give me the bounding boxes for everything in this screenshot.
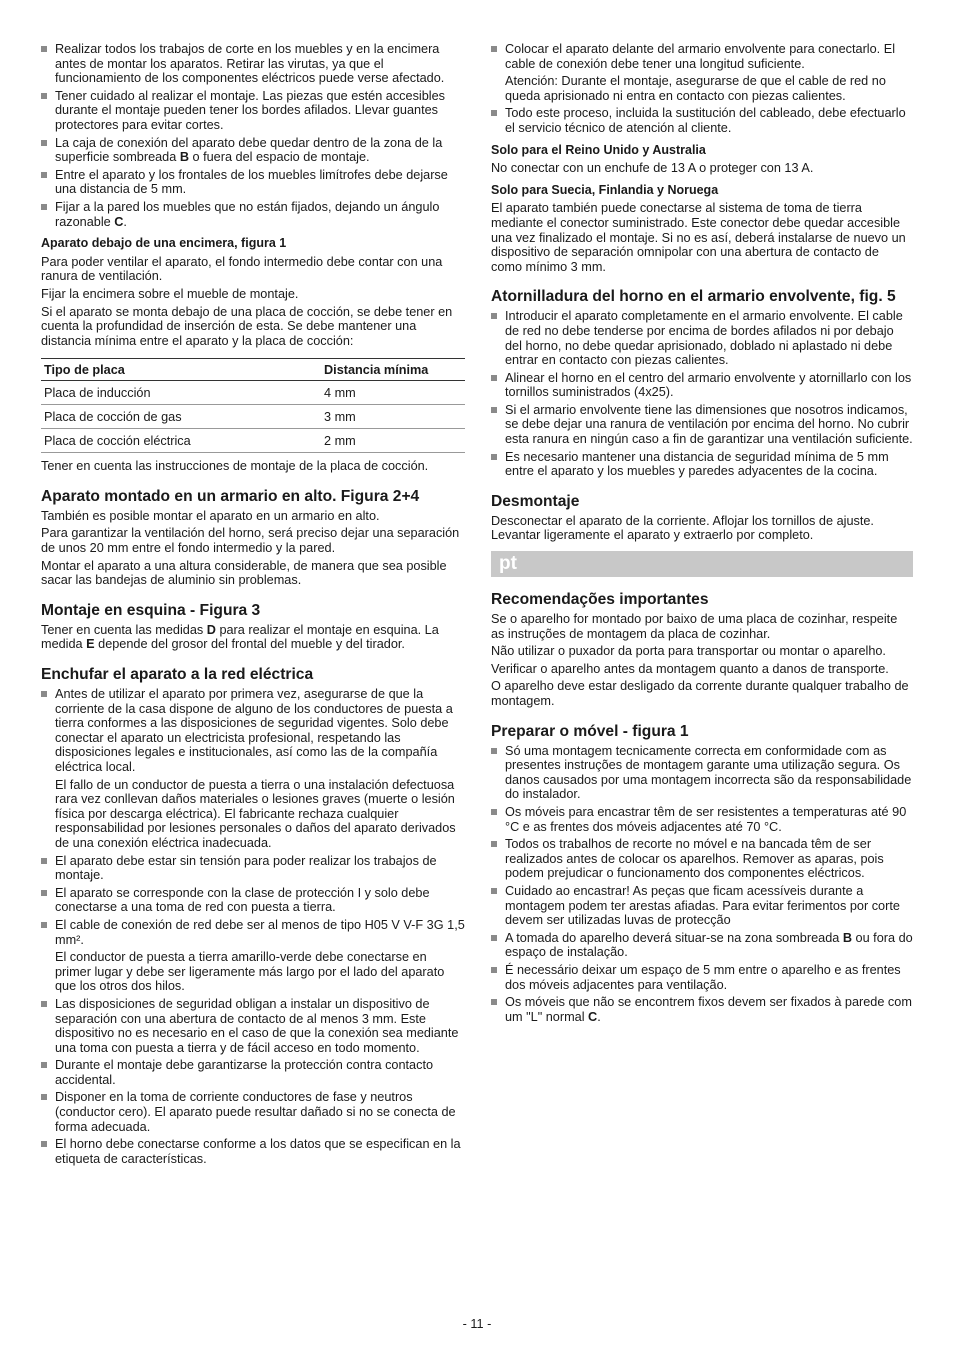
paragraph: El aparato también puede conectarse al sistema de toma de tierra mediante el conector suministrado. Este conector debe quedar accesible una vez finalizado el montaje. Si no es así, deberá instalarse de nuevo un dispositivo de separación omnipolar con una abertura de contacto de como mínimo 3 mm.	[491, 201, 906, 274]
bullet-square-icon	[491, 110, 497, 116]
list-item: Colocar el aparato delante del armario envolvente para conectarlo. El cable de conexión debe tener una longitud suficiente. Atención: Durante el montaje, asegurarse de que el cable de red no queda aprisionado ni entra en contacto con piezas calientes.	[491, 42, 913, 103]
bullet-square-icon	[41, 922, 47, 928]
list-item: Si el armario envolvente tiene las dimensiones que nosotros indicamos, se debe dejar una ranura de ventilación por encima del horno. No cubrir esta ranura en ningún caso a fin de garantizar una ventilación suficiente.	[491, 403, 913, 447]
paragraph: Verificar o aparelho antes da montagem quanto a danos de transporte.	[491, 661, 889, 676]
paragraph: Tener en cuenta las medidas D para realizar el montaje en esquina. La medida E depende del grosor del frontal del mueble y del tirador.	[41, 622, 439, 652]
bullet-square-icon	[41, 858, 47, 864]
bullet-square-icon	[491, 888, 497, 894]
list-item: Só uma montagem tecnicamente correcta em conformidade com as presentes instruções de montagem garante uma utilização segura. Os danos causados por uma montagem incorrecta são da responsabilidade do instalador.	[491, 744, 913, 802]
section-heading: Solo para el Reino Unido y Australia	[491, 142, 706, 157]
list-item: Fijar a la pared los muebles que no están fijados, dejando un ángulo razonable C.	[41, 200, 465, 229]
list-item: É necessário deixar um espaço de 5 mm entre o aparelho e as frentes dos móveis adjacentes para ventilação.	[491, 963, 913, 992]
table-cell: 3 mm	[321, 405, 465, 429]
section-heading: Atornilladura del horno en el armario envolvente, fig. 5	[491, 288, 896, 306]
table-header-row	[41, 359, 465, 381]
bullet-square-icon	[491, 46, 497, 52]
table-cell: Placa de inducción	[41, 381, 321, 405]
list-item: Os móveis que não se encontrem fixos devem ser fixados à parede com um "L" normal C.	[491, 995, 913, 1024]
section-heading: Montaje en esquina - Figura 3	[41, 601, 261, 619]
section-heading: Solo para Suecia, Finlandia y Noruega	[491, 182, 719, 197]
list-item: Alinear el horno en el centro del armario envolvente y atornillarlo con los tornillos suministrados (4x25).	[491, 371, 913, 400]
bullet-square-icon	[491, 935, 497, 941]
section-heading: Enchufar el aparato a la red eléctrica	[41, 666, 314, 684]
table-row	[41, 429, 465, 453]
bullet-square-icon	[41, 1001, 47, 1007]
page-number: - 11 -	[462, 1317, 492, 1331]
paragraph: No conectar con un enchufe de 13 A o proteger con 13 A.	[491, 161, 814, 176]
list-item: Todo este proceso, incluida la sustitución del cableado, debe efectuarlo el servicio técnico de atención al cliente.	[491, 106, 913, 135]
paragraph: O aparelho deve estar desligado da corrente durante qualquer trabalho de montagem.	[491, 679, 909, 708]
table-cell: Placa de cocción de gas	[41, 405, 321, 429]
table-row	[41, 381, 465, 405]
paragraph: Desconectar el aparato de la corriente. Aflojar los tornillos de ajuste. Levantar ligeramente el aparato y extraerlo por completo.	[491, 513, 874, 543]
list-item: El horno debe conectarse conforme a los datos que se especifican en la etiqueta de características.	[41, 1137, 465, 1166]
section-heading: Recomendações importantes	[491, 591, 709, 609]
cooktop-distance-table	[41, 358, 465, 453]
list-item: Cuidado ao encastrar! As peças que ficam acessíveis durante a montagem podem ter arestas afiadas. Para evitar ferimentos por corte devem ser utilizadas luvas de protecção	[491, 884, 913, 928]
list-item: Durante el montaje debe garantizarse la protección contra contacto accidental.	[41, 1058, 465, 1087]
paragraph: Para garantizar la ventilación del horno, será preciso dejar una separación de unos 20 mm entre el fondo intermedio y la pared.	[41, 526, 460, 556]
list-item: Las disposiciones de seguridad obligan a instalar un dispositivo de separación con una abertura de contacto de al menos 3 mm. Este dispositivo no es necesario en el caso de que la conexión sea mediante una toma con puesta a tierra y de fácil acceso en todo momento.	[41, 997, 465, 1055]
bullet-square-icon	[41, 1141, 47, 1147]
left-column	[41, 42, 465, 1169]
paragraph: Fijar la encimera sobre el mueble de montaje.	[41, 286, 299, 301]
paragraph: Tener en cuenta las instrucciones de montaje de la placa de cocción.	[41, 459, 429, 474]
section-heading: Desmontaje	[491, 492, 580, 510]
paragraph: Não utilizar o puxador da porta para transportar ou montar o aparelho.	[491, 644, 886, 659]
table-row	[41, 405, 465, 429]
bullet-square-icon	[41, 46, 47, 52]
bullet-square-icon	[41, 93, 47, 99]
bullet-square-icon	[491, 407, 497, 413]
list-item: Es necesario mantener una distancia de seguridad mínima de 5 mm entre el aparato y los muebles y paredes adyacentes de la cocina.	[491, 450, 913, 479]
bullet-square-icon	[41, 890, 47, 896]
list-item: Os móveis para encastrar têm de ser resistentes a temperaturas até 90 °C e as frentes dos móveis adjacentes até 70 °C.	[491, 805, 913, 834]
list-item: Introducir el aparato completamente en el armario envolvente. El cable de red no debe tenderse por encima de bordes afilados ni por debajo del horno, no debe quedar aprisionado, doblado ni aplastado ni debe entrar en contacto con piezas calientes.	[491, 309, 913, 367]
bullet-square-icon	[41, 1062, 47, 1068]
list-item: A tomada do aparelho deverá situar-se na zona sombreada B ou fora do espaço de instalação.	[491, 931, 913, 960]
paragraph: Se o aparelho for montado por baixo de uma placa de cozinhar, respeite as instruções de montagem da placa de cozinhar.	[491, 612, 898, 641]
section-heading: Aparato montado en un armario en alto. Figura 2+4	[41, 487, 420, 505]
bullet-square-icon	[491, 313, 497, 319]
bullet-square-icon	[491, 841, 497, 847]
list-item: Disponer en la toma de corriente conductores de fase y neutros (conductor cero). El aparato puede resultar dañado si no se conecta de forma adecuada.	[41, 1090, 465, 1134]
bullet-square-icon	[41, 1094, 47, 1100]
bullet-square-icon	[41, 172, 47, 178]
bullet-square-icon	[491, 375, 497, 381]
section-heading: Aparato debajo de una encimera, figura 1	[41, 236, 287, 251]
list-item: Realizar todos los trabajos de corte en los muebles y en la encimera antes de montar los aparatos. Retirar las virutas, ya que el funcionamiento de los componentes eléctricos puede verse afectado.	[41, 42, 465, 86]
paragraph: Si el aparato se monta debajo de una placa de cocción, se debe tener en cuenta la profundidad de inserción de esta. Se debe mantener una distancia mínima entre el aparato y la placa de cocción:	[41, 304, 453, 348]
bullet-square-icon	[491, 454, 497, 460]
column-header: Tipo de placa	[41, 359, 321, 381]
list-item: Tener cuidado al realizar el montaje. Las piezas que estén accesibles durante el montaje pueden tener los bordes afilados. Llevar guantes protectores para evitar cortes.	[41, 89, 465, 133]
list-item: La caja de conexión del aparato debe quedar dentro de la zona de la superficie sombreada B o fuera del espacio de montaje.	[41, 136, 465, 165]
table-cell: 4 mm	[321, 381, 465, 405]
list-item: Todos os trabalhos de recorte no móvel e na bancada têm de ser realizados antes de colocar os aparelhos. Remover as aparas, pois podem prejudicar o funcionamento dos componentes eléctricos.	[491, 837, 913, 881]
list-item: Antes de utilizar el aparato por primera vez, asegurarse de que la corriente de la casa dispone de alguno de los conductores de puesta a tierra conformes a las disposiciones de seguridad vigentes. Solo debe conectar el aparato un electricista profesional, respetando las disposiciones legales e institucionales, así como las de la compañía eléctrica local. El fallo de un conductor de puesta a tierra o una instalación defectuosa rara vez conllevan daños materiales o lesiones graves (muerte o lesión física por descarga eléctrica). El fabricante rechaza cualquier responsabilidad por lesiones personales o daños del aparato derivados de una conexión eléctrica inadecuada.	[41, 687, 465, 851]
bullet-square-icon	[491, 967, 497, 973]
paragraph: También es posible montar el aparato en un armario en alto.	[41, 508, 380, 523]
list-item: Entre el aparato y los frontales de los muebles limítrofes debe dejarse una distancia de 5 mm.	[41, 168, 465, 197]
list-item: El aparato se corresponde con la clase de protección I y solo debe conectarse a una toma de red con puesta a tierra.	[41, 886, 465, 915]
list-item: El aparato debe estar sin tensión para poder realizar los trabajos de montaje.	[41, 854, 465, 883]
right-column	[491, 42, 913, 1027]
table-cell: 2 mm	[321, 429, 465, 453]
section-heading: Preparar o móvel - figura 1	[491, 722, 689, 740]
language-section-bar: pt	[491, 551, 913, 577]
table-cell: Placa de cocción eléctrica	[41, 429, 321, 453]
column-header: Distancia mínima	[321, 359, 465, 381]
paragraph: Para poder ventilar el aparato, el fondo intermedio debe contar con una ranura de ventilación.	[41, 254, 443, 284]
paragraph: Montar el aparato a una altura considerable, de manera que sea posible sacar las bandejas de aluminio sin problemas.	[41, 558, 447, 588]
bullet-square-icon	[491, 999, 497, 1005]
bullet-square-icon	[41, 140, 47, 146]
bullet-square-icon	[491, 748, 497, 754]
bullet-square-icon	[491, 809, 497, 815]
bullet-square-icon	[41, 204, 47, 210]
list-item: El cable de conexión de red debe ser al menos de tipo H05 V V-F 3G 1,5 mm². El conductor de puesta a tierra amarillo-verde debe conectarse en primer lugar y debe ser ligeramente más largo por el lado del aparato que los otros dos hilos.	[41, 918, 465, 994]
bullet-square-icon	[41, 691, 47, 697]
